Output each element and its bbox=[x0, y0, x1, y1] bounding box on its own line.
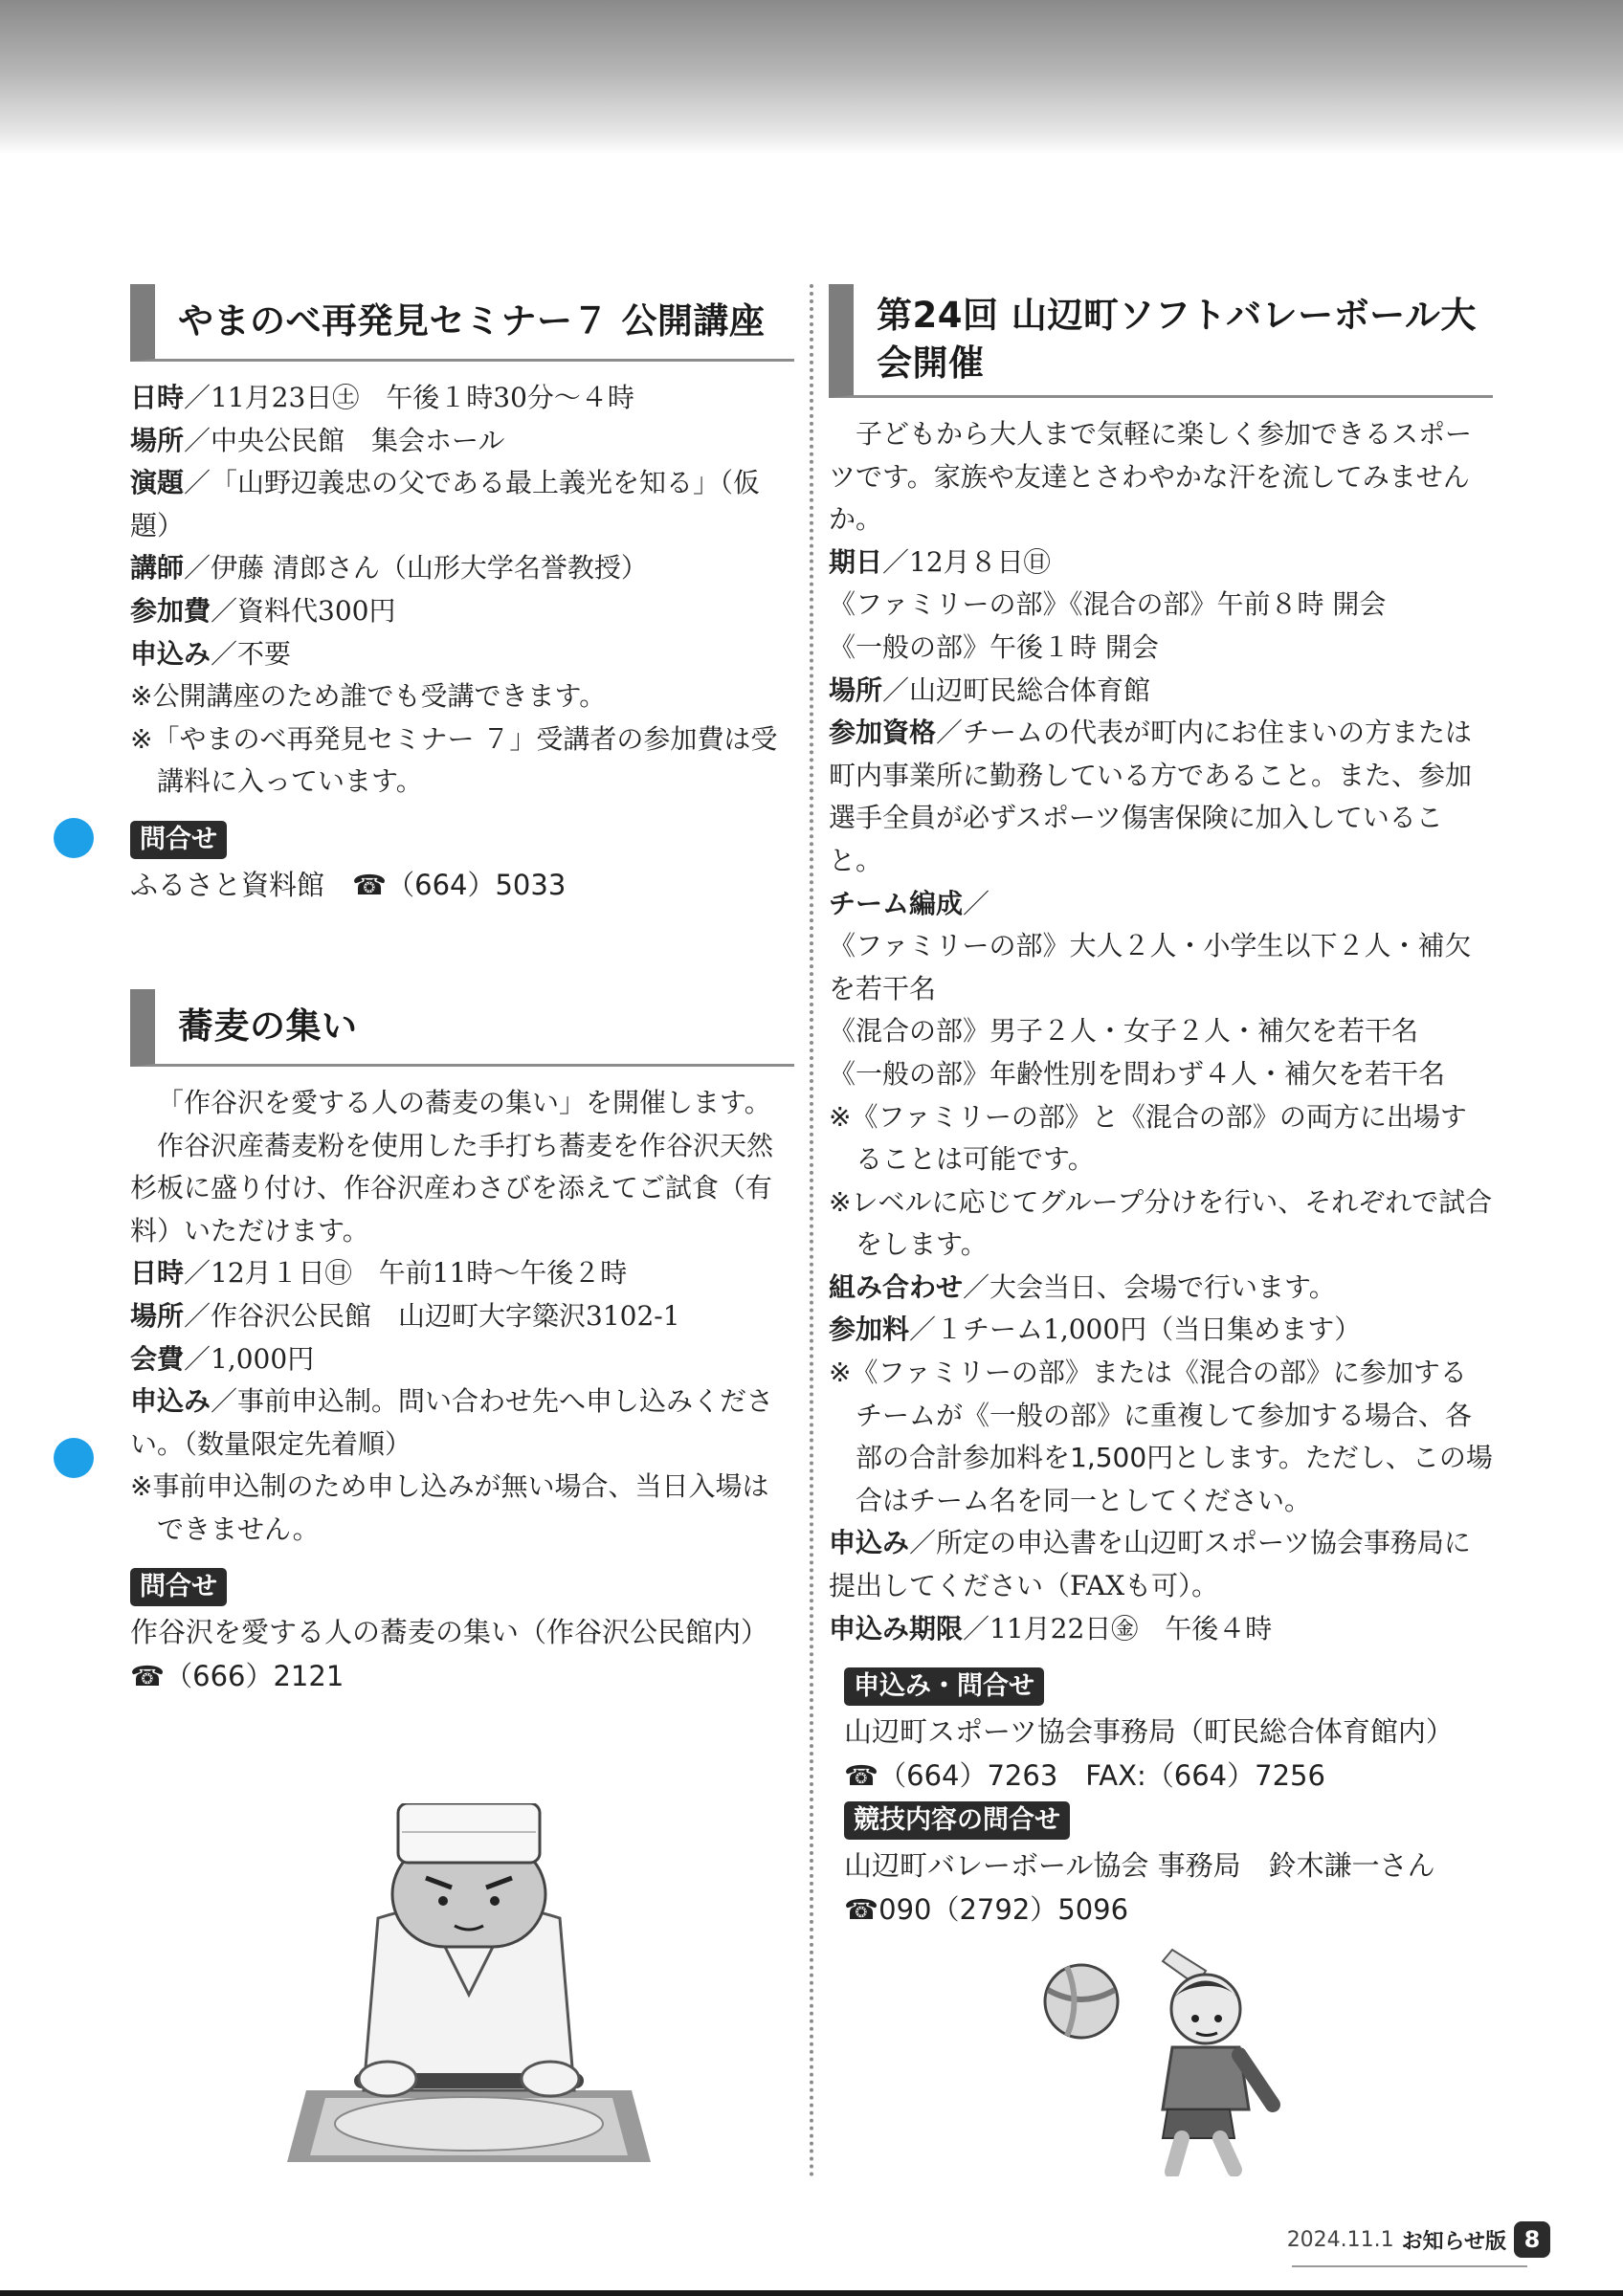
volleyball-schedule: 《ファミリーの部》《混合の部》午前８時 開会 bbox=[829, 588, 1387, 621]
volleyball-line-grouping: 組み合わせ／大会当日、会場で行います。 bbox=[829, 1270, 1336, 1303]
bottom-bar bbox=[0, 2290, 1623, 2296]
volleyball-heading bbox=[829, 284, 1493, 398]
soba-intro: 作谷沢産蕎麦粉を使用した手打ち蕎麦を作谷沢天然杉板に盛り付け、作谷沢産わさびを添えてご試食（有料）いただけます。 bbox=[130, 1129, 774, 1247]
volleyball-line-venue: 場所／山辺町民総合体育館 bbox=[829, 673, 1151, 706]
soba-intro: 「作谷沢を愛する人の蕎麦の集い」を開催します。 bbox=[157, 1086, 771, 1118]
volleyball-team-heading: チーム編成／ bbox=[829, 887, 990, 919]
soba-title: 蕎麦の集い bbox=[178, 1004, 358, 1047]
volleyball-team-note: ※《ファミリーの部》と《混合の部》の両方に出場することは可能です。 bbox=[829, 1100, 1467, 1176]
seminar-line-date: 日時／11月23日㊏ 午後１時30分～４時 bbox=[130, 382, 634, 413]
footer-date: 2024.11.1 bbox=[1286, 2227, 1394, 2252]
volleyball-line-eligibility: 参加資格／チームの代表が町内にお住まいの方または町内事業所に勤務している方であること。また、参加選手全員が必ずスポーツ傷害保険に加入していること。 bbox=[829, 717, 1473, 876]
volleyball-contacts bbox=[829, 1650, 1493, 1932]
page-footer bbox=[1287, 2221, 1550, 2258]
footer-rule bbox=[1292, 2265, 1527, 2267]
soba-contact-badge: 問合せ bbox=[130, 1568, 227, 1606]
soba-contact-line: 作谷沢を愛する人の蕎麦の集い（作谷沢公民館内） bbox=[130, 1616, 769, 1649]
volleyball-line-date: 期日／12月８日㊐ bbox=[829, 545, 1051, 578]
volleyball-line-apply: 申込み／所定の申込書を山辺町スポーツ協会事務局に提出してください（FAXも可）。 bbox=[829, 1527, 1471, 1602]
volleyball-line-deadline: 申込み期限／11月22日㊎ 午後４時 bbox=[829, 1612, 1273, 1645]
volleyball-schedule: 《一般の部》午後１時 開会 bbox=[829, 630, 1159, 663]
volleyball-contact2-badge: 競技内容の問合せ bbox=[844, 1801, 1070, 1840]
soba-note: ※事前申込制のため申し込みが無い場合、当日入場はできません。 bbox=[130, 1470, 769, 1545]
seminar-heading bbox=[130, 284, 794, 362]
soba-line-venue: 場所／作谷沢公民館 山辺町大字簗沢3102-1 bbox=[130, 1299, 680, 1332]
seminar-contact-line: ふるさと資料館 ☎（664）5033 bbox=[130, 868, 567, 901]
column-divider bbox=[810, 284, 813, 2178]
left-column bbox=[130, 284, 794, 1698]
seminar-line-apply: 申込み／不要 bbox=[130, 637, 292, 670]
volleyball-title: 第24回 山辺町ソフトバレーボール大会開催 bbox=[877, 295, 1477, 384]
seminar-line-topic: 演題／「山野辺義忠の父である最上義光を知る」（仮題） bbox=[130, 467, 761, 541]
volleyball-player-illustration bbox=[1038, 1942, 1287, 2176]
volleyball-contact-line: ☎（664）7263 FAX:（664）7256 bbox=[844, 1759, 1325, 1793]
volleyball-intro: 子どもから大人まで気軽に楽しく参加できるスポーツです。家族や友達とさわやかな汗を流してみませんか。 bbox=[829, 418, 1473, 536]
seminar-contact-badge: 問合せ bbox=[130, 821, 227, 859]
soba-line-apply: 申込み／事前申込制。問い合わせ先へ申し込みください。（数量限定先着順） bbox=[130, 1385, 774, 1460]
volleyball-team-line: 《一般の部》年齢性別を問わず４人・補欠を若干名 bbox=[829, 1057, 1446, 1090]
volleyball-team-line: 《ファミリーの部》大人２人・小学生以下２人・補欠を若干名 bbox=[829, 930, 1472, 1004]
seminar-note: ※公開講座のため誰でも受講できます。 bbox=[130, 680, 607, 713]
seminar-line-venue: 場所／中央公民館 集会ホール bbox=[130, 424, 505, 456]
soba-body bbox=[130, 1082, 794, 1552]
seminar-line-lecturer: 講師／伊藤 清郎さん（山形大学名誉教授） bbox=[130, 552, 648, 585]
volleyball-contact2-line: ☎090（2792）5096 bbox=[844, 1893, 1129, 1927]
footer-section: お知らせ版 bbox=[1401, 2229, 1506, 2254]
soba-line-date: 日時／12月１日㊐ 午前11時～午後２時 bbox=[130, 1257, 628, 1290]
volleyball-contact2-line: 山辺町バレーボール協会 事務局 鈴木謙一さん bbox=[844, 1849, 1435, 1883]
page-number: 8 bbox=[1514, 2221, 1550, 2258]
soba-chef-illustration bbox=[287, 1803, 651, 2167]
volleyball-article bbox=[829, 284, 1493, 1932]
right-column bbox=[829, 284, 1493, 1932]
volleyball-team-line: 《混合の部》男子２人・女子２人・補欠を若干名 bbox=[829, 1015, 1419, 1048]
volleyball-line-fee: 参加料／１チーム1,000円（当日集めます） bbox=[829, 1314, 1362, 1346]
margin-dot bbox=[54, 1438, 94, 1478]
seminar-line-fee: 参加費／資料代300円 bbox=[130, 594, 396, 627]
seminar-note: ※「やまのべ再発見セミナー ７」受講者の参加費は受講料に入っています。 bbox=[130, 722, 778, 798]
volleyball-contact-badge: 申込み・問合せ bbox=[844, 1667, 1044, 1706]
soba-heading bbox=[130, 989, 794, 1067]
soba-article bbox=[130, 989, 794, 1699]
margin-dot bbox=[54, 818, 94, 858]
seminar-title: やまのべ再発見セミナー７ 公開講座 bbox=[178, 300, 766, 342]
header-band bbox=[0, 0, 1623, 155]
seminar-article bbox=[130, 284, 794, 907]
seminar-body bbox=[130, 377, 794, 804]
soba-contact-line: ☎（666）2121 bbox=[130, 1660, 345, 1693]
volleyball-team-note: ※レベルに応じてグループ分けを行い、それぞれで試合をします。 bbox=[829, 1185, 1493, 1261]
volleyball-body bbox=[829, 413, 1493, 1650]
soba-line-fee: 会費／1,000円 bbox=[130, 1342, 315, 1375]
volleyball-fee-note: ※《ファミリーの部》または《混合の部》に参加するチームが《一般の部》に重複して参加する場合、各部の合計参加料を1,500円とします。ただし、この場合はチーム名を同一としてください。 bbox=[829, 1357, 1493, 1516]
volleyball-contact-line: 山辺町スポーツ協会事務局（町民総合体育館内） bbox=[844, 1715, 1454, 1749]
